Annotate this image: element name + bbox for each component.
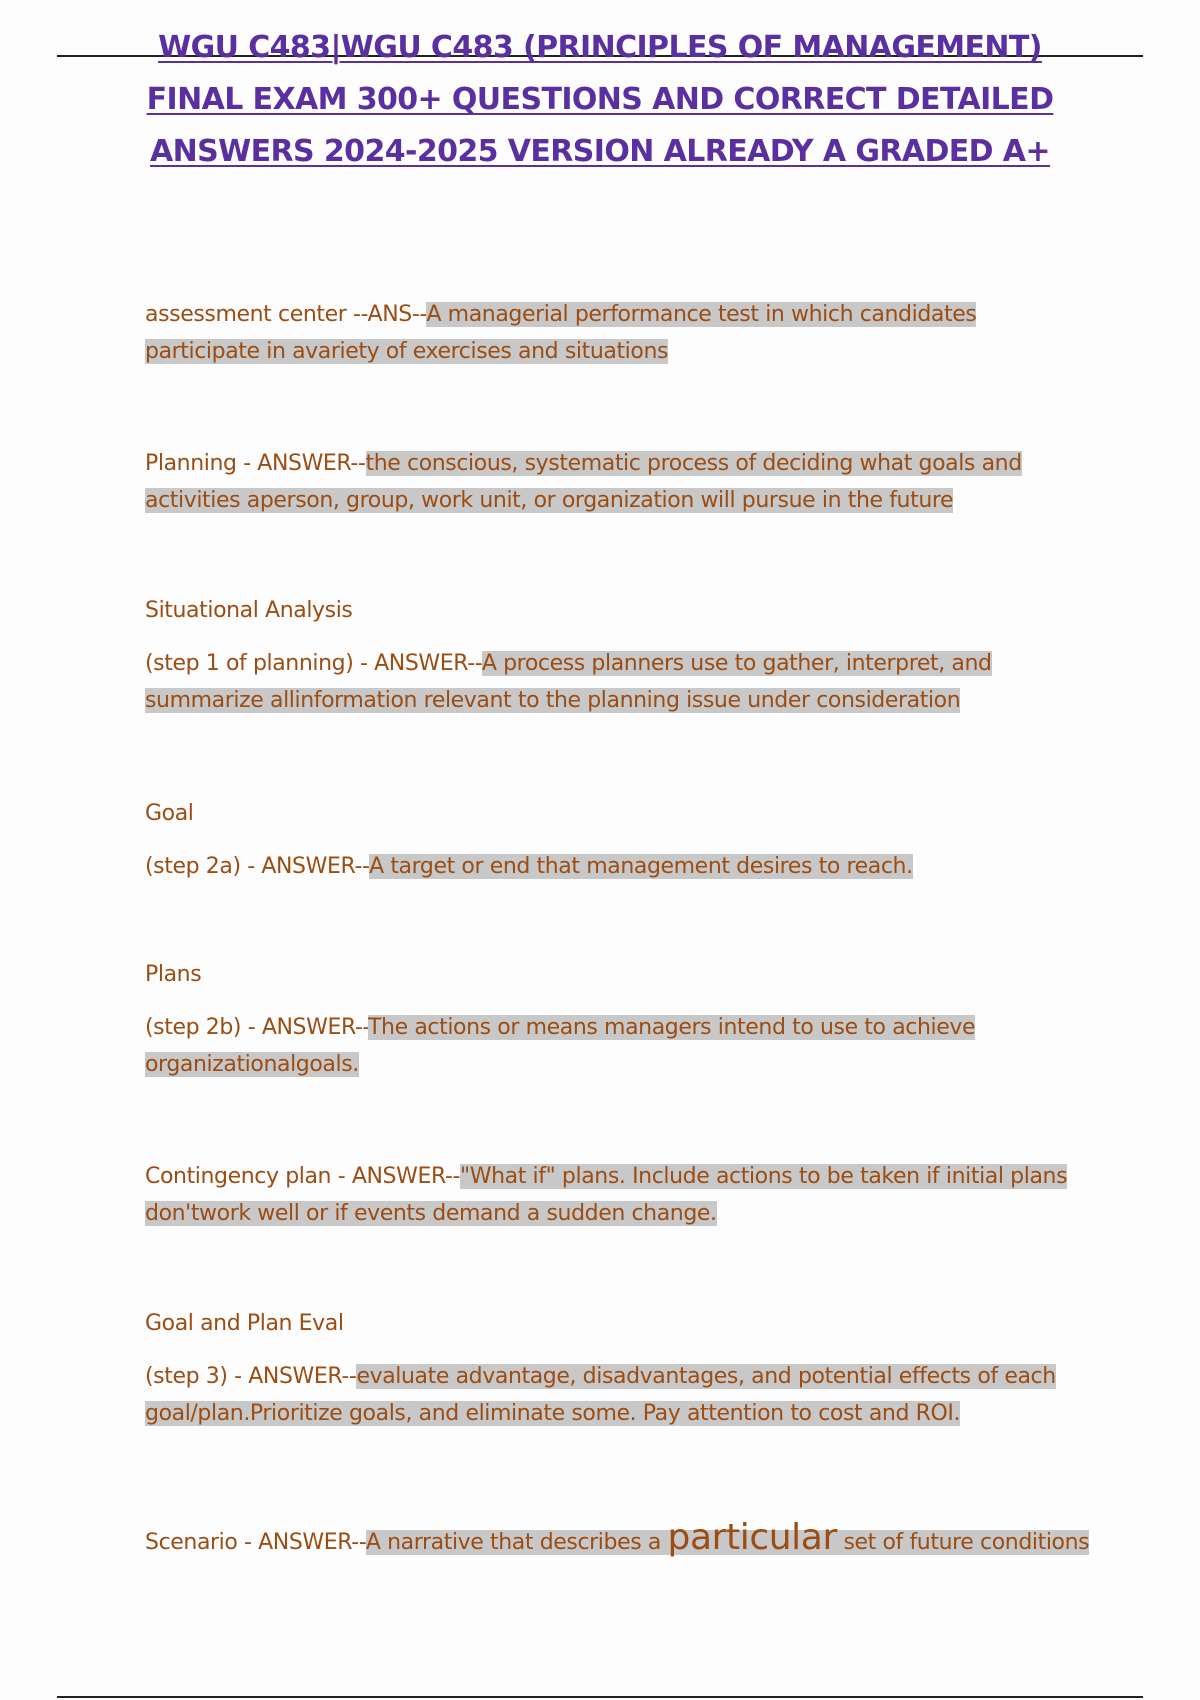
qa-entry-planning <box>145 445 1095 519</box>
qa-text <box>145 848 1095 885</box>
qa-text <box>145 645 1095 719</box>
qa-entry-situational-analysis <box>145 592 1095 719</box>
qa-answer-highlight: "What if" plans. Include actions to be taken if initial plans don'twork well or if events demand a sudden change. <box>145 1164 1068 1226</box>
qa-answer-highlight: A process planners use to gather, interpret, and summarize allinformation relevant to the planning issue under consideration <box>145 651 992 713</box>
qa-term: (step 3) - ANSWER-- <box>145 1364 357 1389</box>
qa-text <box>145 1358 1095 1432</box>
qa-heading: Goal and Plan Eval <box>145 1311 344 1336</box>
qa-answer-highlight: evaluate advantage, disadvantages, and potential effects of each goal/plan.Prioritize goals, and eliminate some. Pay attention to cost and ROI. <box>145 1364 1056 1426</box>
qa-term: (step 1 of planning) - ANSWER-- <box>145 651 482 676</box>
qa-text <box>145 296 1095 370</box>
qa-term: (step 2a) - ANSWER-- <box>145 854 370 879</box>
footer-rule <box>57 1696 1143 1698</box>
qa-answer-highlight: A narrative that describes a particular set of future conditions <box>365 1517 1090 1558</box>
qa-answer-highlight: A managerial performance test in which candidates participate in avariety of exercises and situations <box>145 302 977 364</box>
qa-answer-highlight: A target or end that management desires to reach. <box>369 854 913 879</box>
qa-entry-goal <box>145 795 1095 885</box>
qa-term: Planning - ANSWER-- <box>145 451 366 476</box>
qa-answer-emphasis: particular <box>667 1517 837 1558</box>
qa-entry-contingency-plan <box>145 1158 1095 1232</box>
qa-term: Scenario - ANSWER-- <box>145 1530 366 1555</box>
qa-entry-scenario <box>145 1519 1095 1561</box>
qa-heading: Goal <box>145 801 194 826</box>
qa-entry-assessment-center <box>145 296 1095 370</box>
qa-entry-goal-plan-eval <box>145 1305 1095 1432</box>
qa-entry-plans <box>145 956 1095 1083</box>
qa-answer-highlight: the conscious, systematic process of deciding what goals and activities aperson, group, work unit, or organization will pursue in the future <box>145 451 1022 513</box>
qa-text <box>145 1158 1095 1232</box>
qa-text <box>145 445 1095 519</box>
qa-text <box>145 1009 1095 1083</box>
qa-text <box>145 1519 1095 1561</box>
qa-heading: Plans <box>145 962 202 987</box>
qa-term: Contingency plan - ANSWER-- <box>145 1164 461 1189</box>
qa-term: assessment center --ANS-- <box>145 302 427 327</box>
qa-term: (step 2b) - ANSWER-- <box>145 1015 369 1040</box>
document-title: WGU C483|WGU C483 (PRINCIPLES OF MANAGEMENT) FINAL EXAM 300+ QUESTIONS AND CORRECT DETAILED ANSWERS 2024-2025 VERSION ALREADY A GRADED A+ <box>146 30 1054 169</box>
qa-answer-highlight: The actions or means managers intend to use to achieve organizationalgoals. <box>145 1015 976 1077</box>
qa-heading: Situational Analysis <box>145 598 353 623</box>
